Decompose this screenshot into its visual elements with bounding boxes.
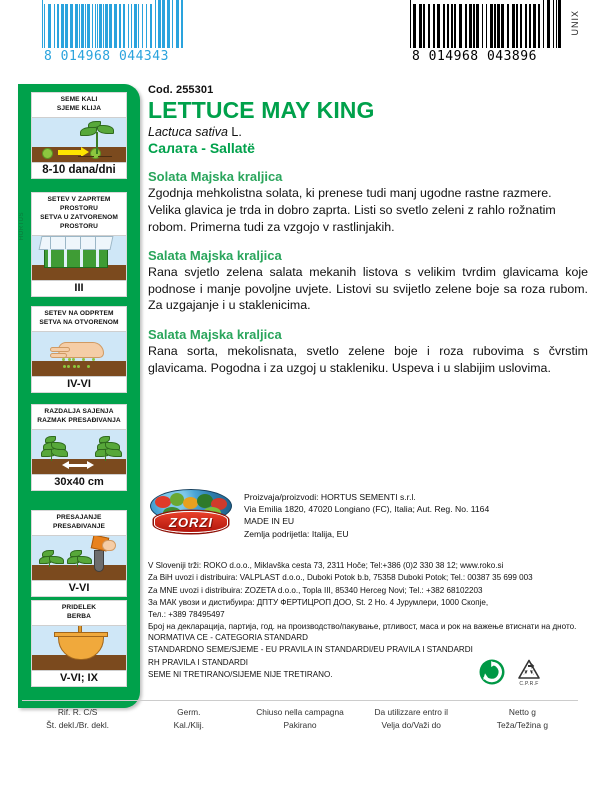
standards-line: SEME NI TRETIRANO/SIJEME NIJE TRETIRANO.: [148, 669, 333, 679]
footer-column-net-weight: [467, 706, 578, 731]
footer-column-germination: [133, 706, 244, 731]
product-code: Cod. 255301: [148, 84, 214, 96]
cpr-label: C.P.R.F: [519, 681, 539, 687]
cultivation-card-title: SETEV NA ODPRTEM SETVA NA OTVORENOM: [32, 307, 126, 332]
cultivation-card-3: [31, 306, 127, 393]
description-body: Rana sorta, mekolisnata, svetlo zelene boje i roza rubovima s čvrstim glavicama. Pogodna i za uzgoj u stakleniku. Uspeva i u slabijim uslovima.: [148, 343, 588, 375]
standards-line: RH PRAVILA I STANDARDI: [148, 657, 248, 667]
barcode-number-right: 8 014968 043896: [412, 49, 537, 64]
distributor-line: Број на декларација, партија, год. на производство/пакување, ртливост, маса и рок на важење втиснати на дното.: [148, 622, 577, 632]
greenhouse-sowing-icon: [32, 236, 126, 280]
panel-vertical-label: HORTUS: [19, 212, 25, 241]
description-body: Zgodnja mehkolistna solata, ki prenese tudi manj ugodne rastne razmere. Velika glavica je trda in dobro zaprta. Listi so svetlo zeleni z rahlo rožnatim robom. Primerna tudi za vzgojo v rastlinjakih.: [148, 186, 556, 234]
description-heading: Solata Majska kraljica: [148, 169, 283, 185]
cultivation-card-value: V-VI: [32, 580, 126, 596]
producer-line: Proizvaja/proizvodi: HORTUS SEMENTI s.r.l.: [244, 492, 416, 502]
standards-line: STANDARDNO SEME/SJEME - EU PRAVILA IN STANDARDI/EU PRAVILA I STANDARDI: [148, 645, 473, 655]
distributor-block: [148, 560, 588, 634]
cultivation-card-title: PRESAJANJE PRESAĐIVANJE: [32, 511, 126, 536]
seed-germination-icon: [32, 118, 126, 162]
footer-label-primary: Netto g: [508, 707, 536, 717]
footer-column-use-by: [356, 706, 467, 731]
footer-label-primary: Da utilizzare entro il: [374, 707, 448, 717]
latin-genus-species: Lactuca sativa: [148, 125, 228, 140]
cultivation-card-1: [31, 92, 127, 179]
cultivation-card-title: SETEV V ZAPRTEM PROSTORU SETVA U ZATVORENOM PROSTORU: [32, 193, 126, 236]
cultivation-card-value: III: [32, 280, 126, 296]
cultivation-card-6: [31, 600, 127, 687]
footer-column-reference: [22, 706, 133, 731]
alt-title: Салата - Sallatë: [148, 140, 255, 157]
page-title: LETTUCE MAY KING: [148, 97, 375, 123]
footer-column-packed: [244, 706, 355, 731]
cultivation-card-value: V-VI; IX: [32, 670, 126, 686]
mobius-recycle-icon: [478, 658, 506, 686]
barcode-bars-left: [42, 4, 183, 48]
recycling-icons: [478, 658, 542, 686]
cultivation-card-title: SEME KALI SJEME KLIJA: [32, 93, 126, 118]
transplanting-icon: [32, 536, 126, 580]
cpr-triangle-icon: [516, 658, 542, 686]
barcode-number-left: 8 014968 044343: [44, 49, 169, 64]
latin-name: [148, 125, 588, 139]
main-content: [148, 84, 588, 376]
footer-label-primary: Chiuso nella campagna: [256, 707, 344, 717]
ean-13-right: [410, 4, 561, 64]
open-field-sowing-icon: [32, 332, 126, 376]
latin-authority: L.: [227, 125, 242, 140]
producer-line: Via Emilia 1820, 47020 Longiano (FC), Italia; Aut. Reg. No. 1164: [244, 504, 490, 515]
cultivation-card-value: 8-10 dana/dni: [32, 162, 126, 178]
plant-spacing-icon: [32, 430, 126, 474]
footer-label-secondary: Velja do/Važi do: [381, 719, 441, 730]
cultivation-card-value: IV-VI: [32, 376, 126, 392]
distributor-line: Za MNE uvozi i distribuira: ZOZETA d.o.o., Topla III, 85340 Herceg Novi; Tel.: +382 68102203: [148, 585, 483, 595]
producer-block: [148, 487, 588, 543]
cultivation-card-5: [31, 510, 127, 597]
footer-label-primary: Germ.: [177, 707, 201, 717]
zorzi-banner: [154, 511, 228, 533]
zorzi-logo: [148, 487, 234, 543]
footer-label-secondary: Teža/Težina g: [496, 719, 549, 730]
ean-13-left: [42, 4, 183, 64]
standards-line: NORMATIVA CE - CATEGORIA STANDARD: [148, 633, 308, 642]
producer-line: MADE IN EU: [244, 516, 295, 527]
producer-info: [244, 487, 489, 543]
barcode-bars-right: [410, 4, 561, 48]
zorzi-wordmark: ZORZI: [169, 514, 213, 530]
description-sr: [148, 327, 588, 376]
footer-label-secondary: Pakirano: [283, 719, 317, 730]
unix-side-label: UNIX: [570, 10, 580, 36]
footer-label-secondary: Kal./Klij.: [173, 719, 204, 730]
footer-fields: [22, 706, 578, 731]
cultivation-card-title: PRIDELEK BERBA: [32, 601, 126, 626]
distributor-line: Za BiH uvozi i distribuira: VALPLAST d.o.o., Duboki Potok b.b, 75358 Duboki Potok; Tel.: 00387 35 699 003: [148, 573, 533, 583]
distributor-line: Тел.: +389 78495497: [148, 610, 225, 620]
footer-label-secondary: Št. dekl./Br. dekl.: [46, 719, 110, 730]
cultivation-card-2: [31, 192, 127, 297]
barcode-row: [0, 0, 600, 72]
distributor-line: За МАК увози и дистибуира: ДПТУ ФЕРТИЦРОП ДОО, St. 2 Но. 4 Јурумлери, 1000 Скопје,: [148, 597, 489, 607]
footer-divider: [22, 700, 578, 701]
cultivation-card-title: RAZDALJA SAJENJA RAZMAK PRESAĐIVANJA: [32, 405, 126, 430]
description-heading: Salata Majska kraljica: [148, 326, 282, 342]
cultivation-icon-panel: [18, 84, 140, 708]
footer-label-primary: Rif. R. C/S: [57, 707, 98, 717]
description-sl: [148, 169, 588, 235]
cultivation-card-value: 30x40 cm: [32, 474, 126, 490]
distributor-line: V Sloveniji trži: ROKO d.o.o., Miklavška cesta 73, 2311 Hoče; Tel:+386 (0)2 330 38 12; www.roko.si: [148, 561, 504, 570]
description-body: Rana svjetlo zelena salata mekanih listova s velikim tvrdim glavicama koje podnose i manje povoljne uvjete. Listovi su svijetlo zelene boje sa roza rubom. Za uzgajanje i u staklenicima.: [148, 265, 588, 313]
producer-line: Zemlja podrijetla: Italija, EU: [244, 528, 349, 539]
description-heading: Salata Majska kraljica: [148, 248, 282, 264]
description-hr: [148, 248, 588, 314]
cultivation-card-4: [31, 404, 127, 491]
harvest-basket-icon: [32, 626, 126, 670]
